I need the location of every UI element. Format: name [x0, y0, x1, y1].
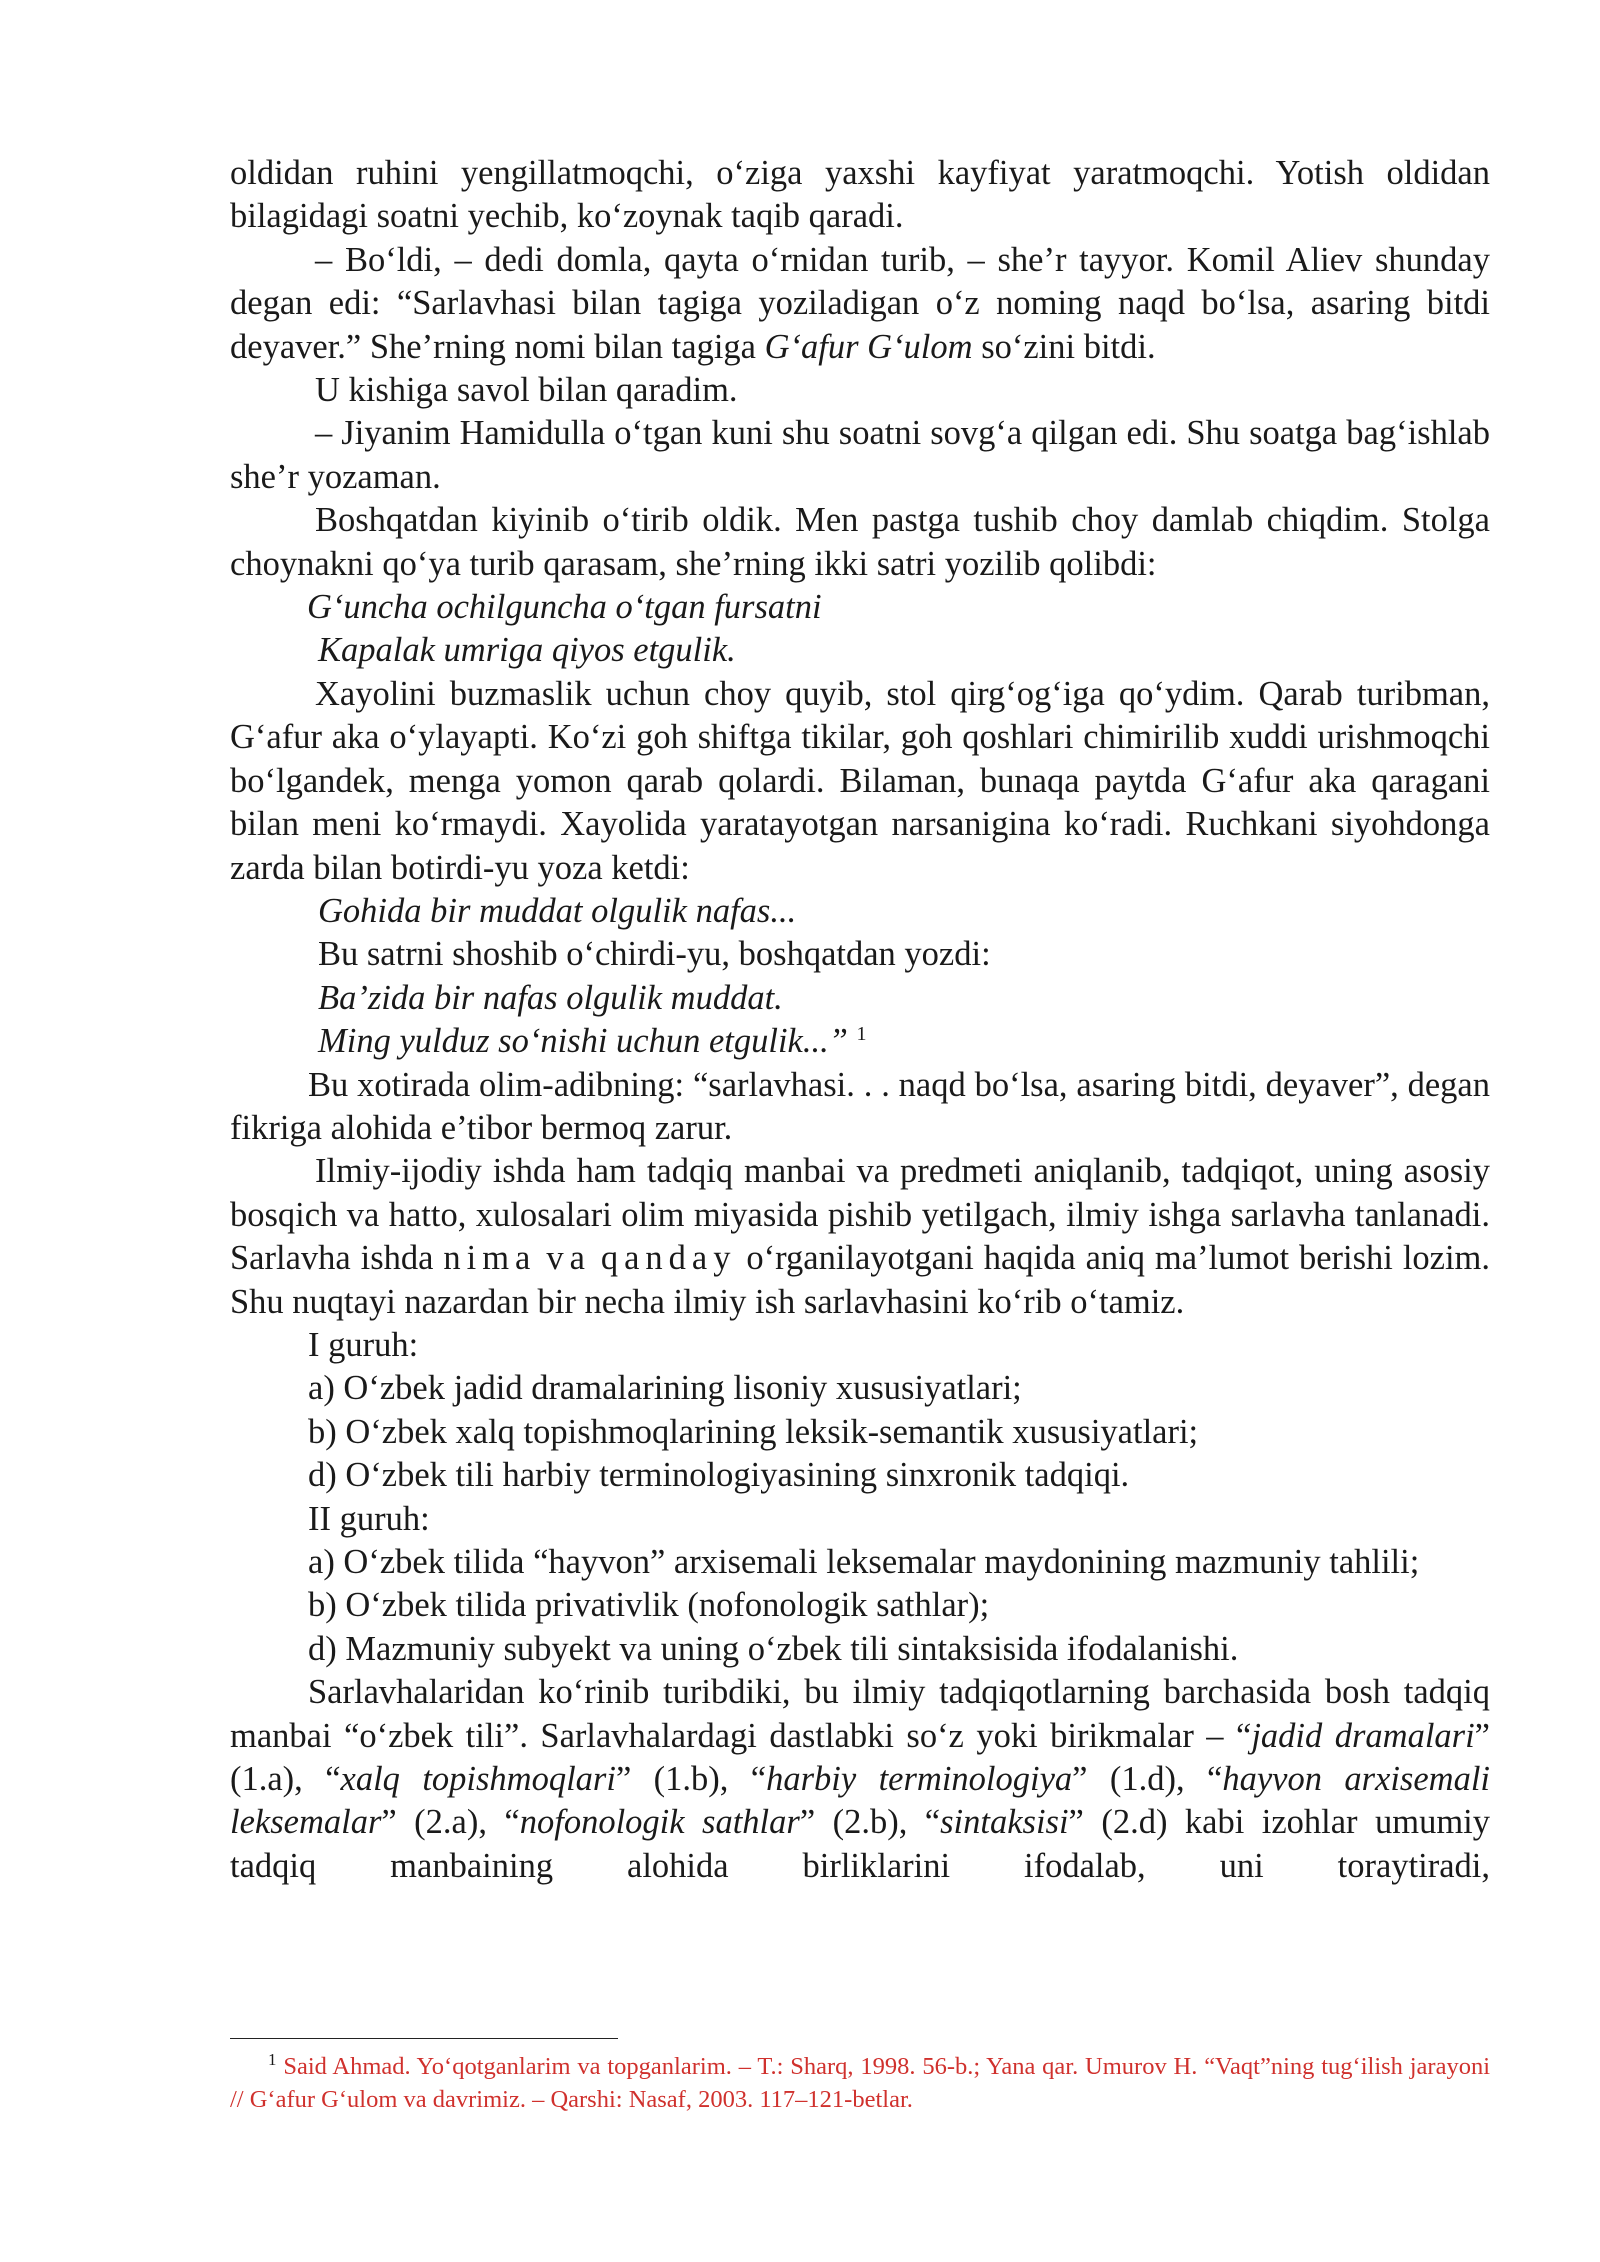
paragraph: Bu xotirada olim-adibning: “sarlavhasi. . . naqd bo‘lsa, asaring bitdi, deyaver”, degan fikriga alohida e’tibor bermoq zarur. — [230, 1065, 1490, 1147]
spaced-word: va — [546, 1239, 591, 1278]
paragraph: oldidan ruhini yengillatmoqchi, o‘ziga yaxshi kayfiyat yaratmoqchi. Yotish oldidan bilagidagi soatni yechib, ko‘zoynak taqib qaradi. — [230, 154, 1490, 236]
paragraph — [230, 239, 1490, 369]
paragraph: U kishiga savol bilan qaradim. — [315, 371, 738, 410]
footnote-ref: 1 — [856, 1023, 867, 1046]
page-body — [230, 152, 1490, 1888]
footnote — [230, 2050, 1490, 2116]
list-item: d) Mazmuniy subyekt va uning o‘zbek tili sintaksisida ifodalanishi. — [308, 1629, 1239, 1668]
verse-line: Kapalak umriga qiyos etgulik. — [318, 631, 736, 670]
spaced-word: qanday — [600, 1239, 737, 1278]
list-item: b) O‘zbek tilida privativlik (nofonologik sathlar); — [308, 1586, 990, 1625]
paragraph: Ilmiy-ijodiy ishda ham tadqiq manbai va predmeti aniqlanib, tadqiqot, uning asosiy bosqich va hatto, xulosalari olim miyasida pishib yetilgach, ilmiy ishga sarlavha tanlanadi. Sarlavha ishda nima va qanday o‘rganilayotgani haqida aniq ma’lumot berishi lozim. Shu nuqtayi nazardan bir necha ilmiy ish sarlavhasini ko‘rib o‘tamiz. — [230, 1152, 1491, 1321]
paragraph: – Jiyanim Hamidulla o‘tgan kuni shu soatni sovg‘a qilgan edi. Shu soatga bag‘ishlab she’r yozaman. — [230, 414, 1490, 496]
group-heading: II guruh: — [308, 1499, 430, 1538]
text-run: so‘zini bitdi. — [972, 327, 1156, 366]
footnote-text: Said Ahmad. Yo‘qotganlarim va topganlarim. – T.: Sharq, 1998. 56-b.; Yana qar. Umurov H. “Vaqt”ning tug‘ilish jarayoni // G‘afur G‘ulom va davrimiz. – Qarshi: Nasaf, 2003. 117–121-betlar. — [230, 2053, 1491, 2113]
author-name: G‘afur G‘ulom — [764, 327, 973, 366]
paragraph: Sarlavhalaridan ko‘rinib turibdiki, bu ilmiy tadqiqotlarning barchasida bosh tadqiq manbai “o‘zbek tili”. Sarlavhalardagi dastlabki so‘z yoki birikmalar – “jadid dramalari” (1.a), “xalq topishmoqlari” (1.b), “harbiy terminologiya” (1.d), “hayvon arxisemali leksemalar” (2.a), “nofonologik sathlar” (2.b), “sintaksisi” (2.d) kabi izohlar umumiy tadqiq manbaining alohida birliklarini ifodalab, uni toraytiradi, — [230, 1673, 1491, 1885]
verse-line: Ba’zida bir nafas olgulik muddat. — [318, 978, 783, 1017]
list-item: d) O‘zbek tili harbiy terminologiyasining sinxronik tadqiqi. — [308, 1456, 1130, 1495]
footnote-divider — [230, 2038, 618, 2039]
list-item: a) O‘zbek tilida “hayvon” arxisemali leksemalar maydonining mazmuniy tahlili; — [308, 1543, 1420, 1581]
paragraph: Xayolini buzmaslik uchun choy quyib, stol qirg‘og‘iga qo‘ydim. Qarab turibman, G‘afur aka o‘ylayapti. Ko‘zi goh shiftga tikilar, goh qoshlari chimirilib xuddi urishmoqchi bo‘lgandek, menga yomon qarab qolardi. Bilaman, bunaqa paytda G‘afur aka qaragani bilan meni ko‘rmaydi. Xayolida yaratayotgan narsanigina ko‘radi. Ruchkani siyohdonga zarda bilan botirdi-yu yoza ketdi: — [230, 674, 1490, 887]
verse-line: Gohida bir muddat olgulik nafas... — [318, 891, 797, 930]
paragraph: Boshqatdan kiyinib o‘tirib oldik. Men pastga tushib choy damlab chiqdim. Stolga choynakni qo‘ya turib qarasam, she’rning ikki satri yozilib qolibdi: — [230, 501, 1490, 583]
verse-line: G‘uncha ochilguncha o‘tgan fursatni — [307, 588, 822, 627]
verse-line: Ming yulduz so‘nishi uchun etgulik...” $^1$ — [318, 1022, 867, 1061]
list-item: b) O‘zbek xalq topishmoqlarining leksik-semantik xususiyatlari; — [308, 1412, 1199, 1451]
spaced-word: nima — [443, 1239, 537, 1278]
group-heading: I guruh: — [308, 1325, 419, 1364]
paragraph: Bu satrni shoshib o‘chirdi-yu, boshqatdan yozdi: — [318, 935, 991, 974]
list-item: a) O‘zbek jadid dramalarining lisoniy xususiyatlari; — [308, 1369, 1022, 1408]
footnote-marker: 1 — [268, 2050, 277, 2069]
text-run: – Bo‘ldi, – dedi domla, qayta o‘rnidan turib, – she’r tayyor. Komil Aliev shunday degan edi: “Sarlavhasi bilan tagiga yoziladigan o‘z noming naqd bo‘lsa, asaring bitdi deyaver.” She’rning nomi bilan tagiga — [230, 240, 1490, 366]
